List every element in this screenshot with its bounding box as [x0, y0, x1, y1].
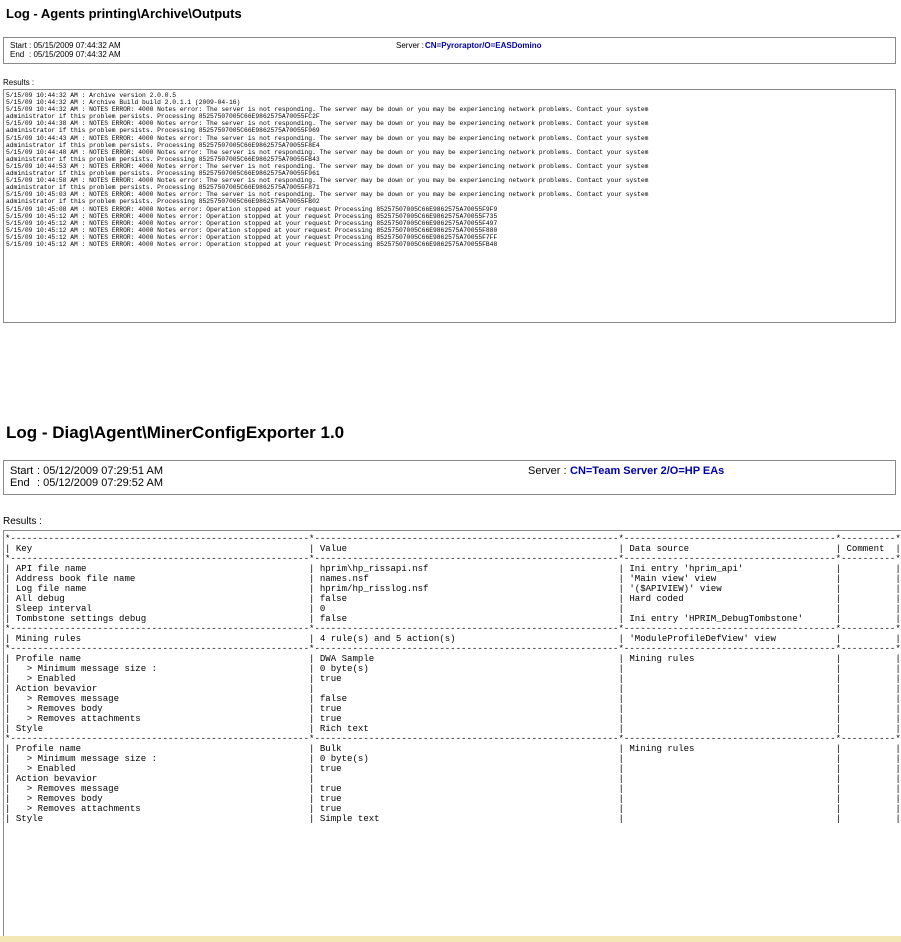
log-line: 5/15/09 10:45:12 AM : NOTES ERROR: 4000 Notes error: Operation stopped at your request Processing 85257507005C66E9862575A70055F7FF	[6, 233, 498, 241]
log-line: administrator if this problem persists. Processing 85257507005C66E9862575A70055F871	[6, 184, 320, 192]
log-line: administrator if this problem persists. Processing 85257507005C66E9862575A70055F8E4	[6, 141, 320, 149]
table-row: | Action bevavior | | | |	[5, 683, 901, 694]
table-row: | Profile name | Bulk | Mining rules | |	[5, 743, 901, 754]
table-row: | Address book file name | names.nsf | 'Main view' view | |	[5, 573, 901, 584]
table-row: | Sleep interval | 0 | | |	[5, 603, 901, 614]
log1-end-label: End	[10, 50, 25, 59]
log-line: administrator if this problem persists. Processing 85257507005C66E9862575A70055FC2F	[6, 113, 320, 121]
table-separator: *-------------------------------------------------------*--------------------------------------------------------*---------------------------------------*----------*	[5, 623, 901, 634]
table-row: | Log file name | hprim/hp_risslog.nsf | '($APIVIEW)' view | |	[5, 583, 901, 594]
table-separator: *-------------------------------------------------------*--------------------------------------------------------*---------------------------------------*----------*	[5, 733, 901, 744]
bottom-status-strip	[0, 936, 901, 942]
table-row: | Style | Rich text | | |	[5, 723, 901, 734]
log-line: 5/15/09 10:44:32 AM : NOTES ERROR: 4000 Notes error: The server is not responding. The server may be down or you may be experiencing network problems. Contact your system	[6, 106, 649, 114]
table-row: | > Minimum message size : | 0 byte(s) | | |	[5, 663, 901, 674]
log-line: 5/15/09 10:44:48 AM : NOTES ERROR: 4000 Notes error: The server is not responding. The server may be down or you may be experiencing network problems. Contact your system	[6, 148, 649, 156]
table-row: | Mining rules | 4 rule(s) and 5 action(s) | 'ModuleProfileDefView' view | |	[5, 633, 901, 644]
log-line: administrator if this problem persists. Processing 85257507005C66E9862575A70055FB02	[6, 198, 320, 206]
table-row: | > Removes message | true | | |	[5, 783, 901, 794]
log1-start-label: Start	[10, 41, 27, 50]
table-row: | > Removes attachments | true | | |	[5, 803, 901, 814]
log2-results-box[interactable]	[3, 530, 901, 942]
log-line: administrator if this problem persists. Processing 85257507005C66E9862575A70055F961	[6, 170, 320, 178]
log-line: 5/15/09 10:45:08 AM : NOTES ERROR: 4000 Notes error: Operation stopped at your request Processing 85257507005C66E9862575A70055F9F9	[6, 205, 498, 213]
table-row: | Tombstone settings debug | false | Ini entry 'HPRIM_DebugTombstone' | |	[5, 613, 901, 624]
log-line: administrator if this problem persists. Processing 85257507005C66E9862575A70055FB43	[6, 155, 320, 163]
table-row: | > Enabled | true | | |	[5, 763, 901, 774]
table-separator: *-------------------------------------------------------*--------------------------------------------------------*---------------------------------------*----------*	[5, 643, 901, 654]
log2-header-box	[3, 460, 896, 495]
table-row: | Key | Value | Data source | Comment |	[5, 543, 901, 554]
table-row: | > Enabled | true | | |	[5, 673, 901, 684]
table-row: | Action bevavior | | | |	[5, 773, 901, 784]
log2-results-label: Results :	[3, 516, 42, 527]
log-line: 5/15/09 10:45:03 AM : NOTES ERROR: 4000 Notes error: The server is not responding. The server may be down or you may be experiencing network problems. Contact your system	[6, 191, 649, 199]
log2-server-value: CN=Team Server 2/O=HP EAs	[570, 465, 725, 477]
log-line: 5/15/09 10:44:38 AM : NOTES ERROR: 4000 Notes error: The server is not responding. The server may be down or you may be experiencing network problems. Contact your system	[6, 120, 649, 128]
log1-server-label: Server :	[396, 41, 427, 50]
table-row: | API file name | hprim\hp_rissapi.nsf | Ini entry 'hprim_api' | |	[5, 563, 901, 574]
table-row: | All debug | false | Hard coded | |	[5, 593, 901, 604]
log1-header-box	[3, 37, 896, 64]
log2-server-label: Server :	[528, 465, 570, 477]
log1-results-label: Results :	[3, 78, 35, 87]
log1-end-value: : 05/15/2009 07:44:32 AM	[29, 50, 121, 59]
log-line: 5/15/09 10:45:12 AM : NOTES ERROR: 4000 Notes error: Operation stopped at your request Processing 85257507005C66E9862575A70055FB48	[6, 240, 498, 248]
log2-start-label: Start	[10, 465, 34, 477]
log-line: 5/15/09 10:45:12 AM : NOTES ERROR: 4000 Notes error: Operation stopped at your request Processing 85257507005C66E9862575A70055F497	[6, 219, 498, 227]
log2-end-label: End	[10, 477, 30, 489]
log1-results-box[interactable]	[3, 89, 896, 323]
log2-start-value: : 05/12/2009 07:29:51 AM	[37, 465, 163, 477]
table-row: | Style | Simple text | | |	[5, 813, 901, 824]
log-line: administrator if this problem persists. Processing 85257507005C66E9862575A70055F969	[6, 127, 320, 135]
log2-results-table	[4, 531, 901, 824]
log-line: 5/15/09 10:44:43 AM : NOTES ERROR: 4000 Notes error: The server is not responding. The server may be down or you may be experiencing network problems. Contact your system	[6, 134, 649, 142]
table-row: | > Removes body | true | | |	[5, 703, 901, 714]
log-line: 5/15/09 10:44:58 AM : NOTES ERROR: 4000 Notes error: The server is not responding. The server may be down or you may be experiencing network problems. Contact your system	[6, 177, 649, 185]
log-line: 5/15/09 10:45:12 AM : NOTES ERROR: 4000 Notes error: Operation stopped at your request Processing 85257507005C66E9862575A70055F735	[6, 212, 498, 220]
log1-server-value: CN=Pyroraptor/O=EASDomino	[425, 41, 542, 50]
table-row: | > Removes message | false | | |	[5, 693, 901, 704]
log1-results-text	[4, 90, 895, 248]
log1-title: Log - Agents printing\Archive\Outputs	[6, 6, 242, 21]
log-line: 5/15/09 10:44:32 AM : Archive version 2.0.0.5	[6, 92, 177, 99]
log2-title: Log - Diag\Agent\MinerConfigExporter 1.0	[6, 423, 345, 442]
log-line: 5/15/09 10:44:32 AM : Archive Build build 2.0.1.1 (2009-04-16)	[6, 99, 241, 107]
table-separator: *-------------------------------------------------------*--------------------------------------------------------*---------------------------------------*----------*	[5, 553, 901, 564]
log-line: 5/15/09 10:45:12 AM : NOTES ERROR: 4000 Notes error: Operation stopped at your request Processing 85257507005C66E9862575A70055F880	[6, 226, 498, 234]
log-line: 5/15/09 10:44:53 AM : NOTES ERROR: 4000 Notes error: The server is not responding. The server may be down or you may be experiencing network problems. Contact your system	[6, 162, 649, 170]
table-row: | > Minimum message size : | 0 byte(s) | | |	[5, 753, 901, 764]
table-row: | > Removes body | true | | |	[5, 793, 901, 804]
table-row: | Profile name | DWA Sample | Mining rules | |	[5, 653, 901, 664]
log1-start-value: : 05/15/2009 07:44:32 AM	[29, 41, 121, 50]
log2-end-value: : 05/12/2009 07:29:52 AM	[37, 477, 163, 489]
table-row: | > Removes attachments | true | | |	[5, 713, 901, 724]
table-separator: *-------------------------------------------------------*--------------------------------------------------------*---------------------------------------*----------*	[5, 533, 901, 544]
